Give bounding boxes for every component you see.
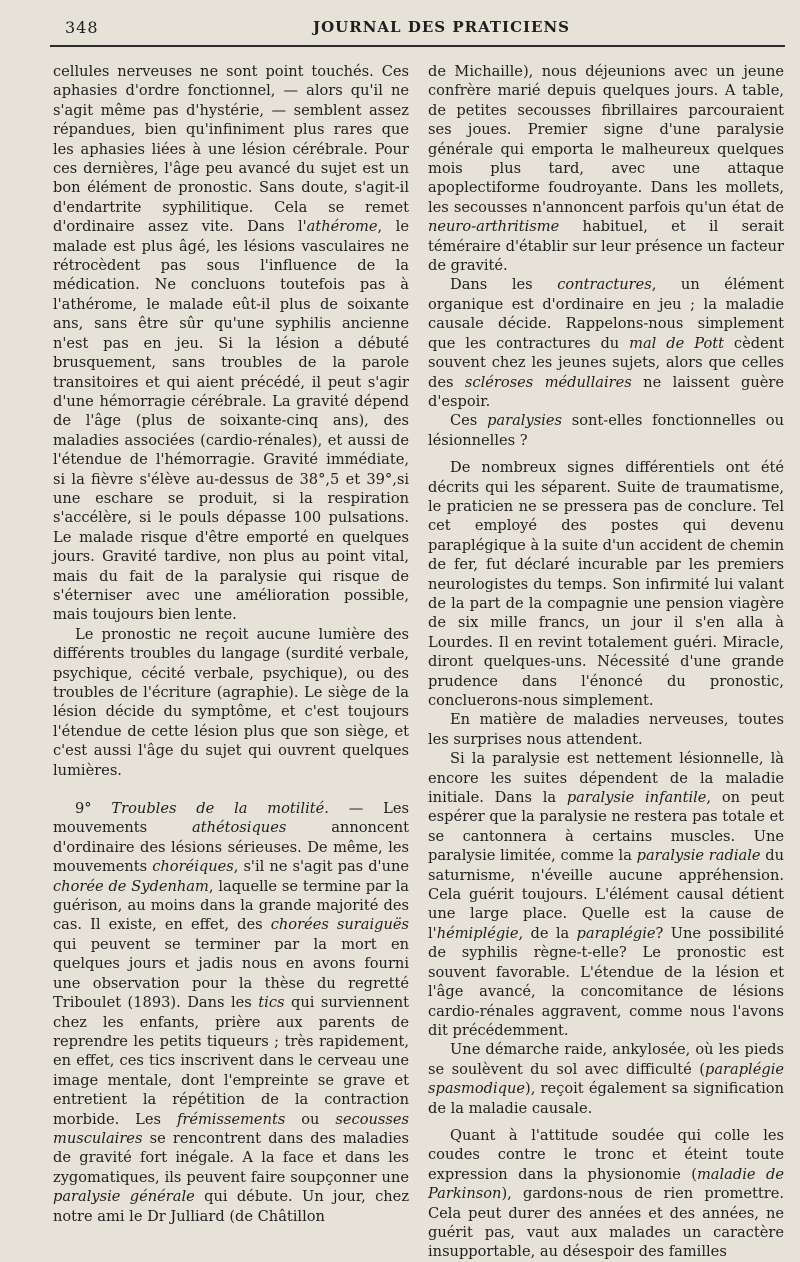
paragraph: de Michaille), nous déjeunions avec un jeune confrère marié depuis quelques jours. A table, de petites secousses fibrillaires parcouraient ses joues. Premier signe d'une paralysie générale qui emporta le malheureux quelques mois plus tard, avec une attaque apoplectiforme foudroyante. Dans les mollets, les secousses n'annoncent parfois qu'un état de neuro-arthritisme habituel, et il serait téméraire d'établir sur leur présence un facteur de gravité. xyxy=(428,63,784,275)
paragraph: Quant à l'attitude soudée qui colle les coudes contre le tronc et éteint toute expression dans la physionomie (maladie de Parkinson), gardons-nous de rien promettre. Cela peut durer des années et des années, ne guérit pas, vaut aux malades un caractère insupportable, au désespoir des familles xyxy=(428,1126,784,1261)
left-column xyxy=(53,62,409,1226)
page-number: 348 xyxy=(65,18,99,37)
paragraph: De nombreux signes différentiels ont été décrits qui les séparent. Suite de traumatisme, le praticien ne se pressera pas de conclure. Tel cet employé des postes qui devenu paraplégique à la suite d'un accident de chemin de fer, fut déclaré incurable par les premiers neurologistes du temps. Son infirmité lui valant de la part de la compagnie une pension viagère de six mille francs, un jour il s'en alla à Lourdes. Il en revint totalement guéri. Miracle, diront quelques-uns. Nécessité d'une grande prudence dans l'énoncé du pronostic, concluerons-nous simplement. xyxy=(428,459,784,709)
right-column xyxy=(428,62,784,1262)
paragraph: Ces paralysies sont-elles fonctionnelles ou lésionnelles ? xyxy=(428,412,784,449)
paragraph: Le pronostic ne reçoit aucune lumière des différents troubles du langage (surdité verbale, psychique, cécité verbale, psychique), ou des troubles de l'écriture (agraphie). Le siège de la lésion décide du symptôme, et c'est toujours l'étendue de cette lésion plus que son siège, et c'est aussi l'âge du sujet qui ouvrent quelques lumières. xyxy=(53,625,409,779)
paragraph: Dans les contractures, un élément organique est d'ordinaire en jeu ; la maladie causale décide. Rappelons-nous simplement que les contractures du mal de Pott cèdent souvent chez les jeunes sujets, alors que celles des scléroses médullaires ne laissent guère d'espoir. xyxy=(428,276,785,410)
page-header xyxy=(55,18,785,42)
paragraph: Si la paralysie est nettement lésionnelle, là encore les suites dépendent de la maladie initiale. Dans la paralysie infantile, on peut espérer que la paralysie ne restera pas totale et se cantonnera à certains muscles. Une paralysie limitée, comme la paralysie radiale du saturnisme, n'éveille aucune appréhension. Cela guérit toujours. L'élément causal détient une large place. Quelle est la cause de l'hémiplégie, de la paraplégie? Une possibilité de syphilis règne-t-elle? Le pronostic est souvent favorable. L'étendue de la lésion et l'âge avancé, la concomitance de lésions cardio-rénales aggravent, comme nous l'avons dit précédemment. xyxy=(428,750,784,1039)
paragraph: cellules nerveuses ne sont point touchés. Ces aphasies d'ordre fonctionnel, — alors qu'il ne s'agit même pas d'hystérie, — semblent assez répandues, bien qu'infiniment plus rares que les aphasies liées à une lésion cérébrale. Pour ces dernières, l'âge peu avancé du sujet est un bon élément de pronostic. Sans doute, s'agit-il d'endartrite syphilitique. Cela se remet d'ordinaire assez vite. Dans l'athérome, le malade est plus âgé, les lésions vasculaires ne rétrocèdent pas sous l'influence de la médication. Ne concluons toutefois pas à l'athérome, le malade eût-il plus de soixante ans, sans être sûr qu'une syphilis ancienne n'est pas en jeu. Si la lésion a débuté brusquement, sans troubles de la parole transitoires et qui aient précédé, il peut s'agir d'une hémorragie cérébrale. La gravité dépend de l'âge (plus de soixante-cinq ans), des maladies associées (cardio-rénales), et aussi de l'étendue de l'hémorragie. Gravité immédiate, si la fièvre s'élève au-dessus de 38°,5 et 39°,si une eschare se produit, si la respiration s'accélère, si le pouls dépasse 100 pulsations. Le malade risque d'être emporté en quelques jours. Gravité tardive, non plus au point vital, mais du fait de la paralysie qui risque de s'éterniser avec une amélioration possible, mais toujours bien lente. xyxy=(53,63,409,624)
running-title: JOURNAL DES PRATICIENS xyxy=(313,18,570,36)
paragraph: Une démarche raide, ankylosée, où les pieds se soulèvent du sol avec difficulté (paraplégie spasmodique), reçoit également sa signification de la maladie causale. xyxy=(428,1041,784,1117)
paragraph: En matière de maladies nerveuses, toutes les surprises nous attendent. xyxy=(428,711,784,748)
section-heading: Troubles de la motilité. xyxy=(111,800,329,818)
paragraph-motilite: 9° Troubles de la motilité. — Les mouvements athétosiques annoncent d'ordinaire des lésions sérieuses. De même, les mouvements choréiques, s'il ne s'agit pas d'une chorée de Sydenham, laquelle se termine par la guérison, au moins dans la grande majorité des cas. Il existe, en effet, des chorées suraiguës qui peuvent se terminer par la mort en quelques jours et jadis nous en avons fourni une observation pour la thèse du regretté Triboulet (1893). Dans les tics qui surviennent chez les enfants, prière aux parents de reprendre les petits tiqueurs ; très rapidement, en effet, ces tics inscrivent dans le cerveau une image mentale, dont l'empreinte se grave et entretient la répétition de la contraction morbide. Les frémissements ou secousses musculaires se rencontrent dans des maladies de gravité fort inégale. A la face et dans les zygomatiques, ils peuvent faire soupçonner une paralysie générale qui débute. Un jour, chez notre ami le Dr Julliard (de Châtillon xyxy=(53,800,410,1225)
header-rule xyxy=(50,45,785,47)
